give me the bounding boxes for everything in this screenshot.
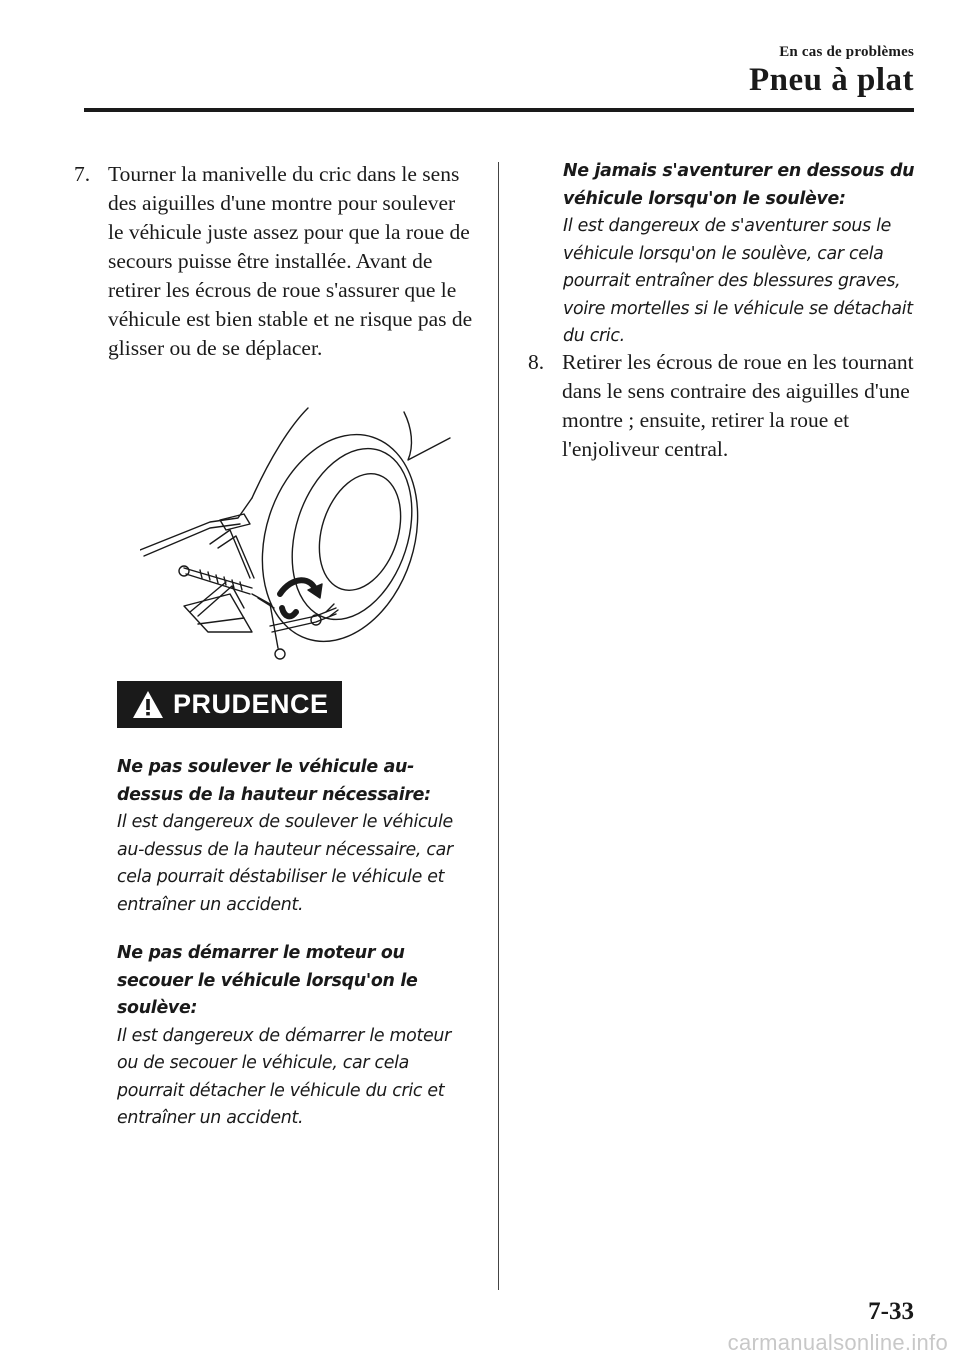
page-title: Pneu à plat (748, 62, 914, 98)
jack-lifting-vehicle-illustration (140, 398, 460, 666)
warning-heading: Ne pas soulever le véhicule au-dessus de la hauteur nécessaire: (117, 757, 431, 805)
warning-block (563, 158, 923, 351)
watermark: carmanualsonline.info (727, 1330, 948, 1355)
warning-block (117, 940, 477, 1133)
step-7 (74, 160, 474, 363)
caution-badge (117, 681, 342, 728)
step-number: 8. (528, 350, 545, 374)
header-section: En cas de problèmes (779, 44, 914, 60)
warning-heading: Ne jamais s'aventurer en dessous du véhicule lorsqu'on le soulève: (563, 161, 915, 209)
warning-body: Il est dangereux de s'aventurer sous le véhicule lorsqu'on le soulève, car cela pourrait entraîner des blessures graves, voire mortelles si le véhicule se détachait du cric. (563, 216, 913, 346)
warning-block (117, 754, 477, 919)
step-text: Tourner la manivelle du cric dans le sens des aiguilles d'une montre pour soulever le véhicule juste assez pour que la roue de secours puisse être installée. Avant de retirer les écrous de roue s'assurer que le véhicule est bien stable et ne risque pas de glisser ou de se déplacer. (108, 162, 473, 360)
warning-heading: Ne pas démarrer le moteur ou secouer le véhicule lorsqu'on le soulève: (117, 943, 418, 1018)
step-text: Retirer les écrous de roue en les tournant dans le sens contraire des aiguilles d'une montre ; ensuite, retirer la roue et l'enjoliveur central. (562, 350, 914, 461)
warning-body: Il est dangereux de démarrer le moteur ou de secouer le véhicule, car cela pourrait détacher le véhicule du cric et entraîner un accident. (117, 1025, 451, 1128)
column-divider (498, 162, 499, 1290)
header-rule (84, 108, 914, 112)
step-number: 7. (74, 162, 91, 186)
page-number: 7-33 (868, 1298, 914, 1325)
caution-label: PRUDENCE (173, 689, 329, 719)
warning-body: Il est dangereux de soulever le véhicule au-dessus de la hauteur nécessaire, car cela pourrait déstabiliser le véhicule et entraîner un accident. (117, 812, 453, 915)
warning-triangle-icon (131, 688, 165, 722)
step-8 (528, 348, 928, 464)
